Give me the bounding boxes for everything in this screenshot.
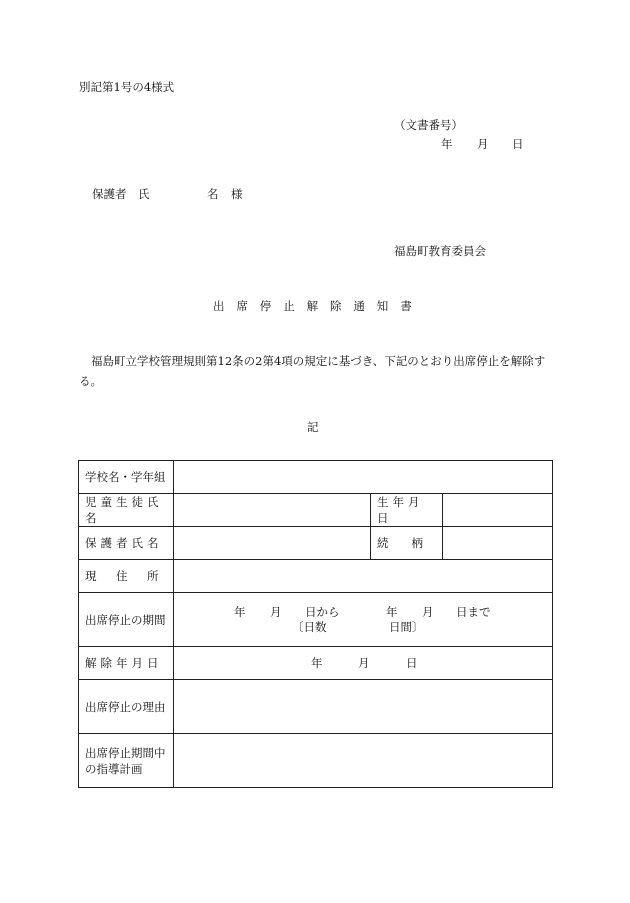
ki-heading: 記 — [307, 420, 319, 434]
period-value[interactable] — [174, 593, 553, 647]
table-row — [79, 461, 553, 494]
release-year: 年 — [311, 656, 323, 670]
release-month: 月 — [358, 656, 370, 670]
guidance-label — [79, 734, 174, 788]
guardian-name-label: 保護者氏名 — [79, 527, 174, 560]
period-days-open: 〔日数 — [292, 620, 327, 634]
period-to-year: 年 — [386, 605, 398, 619]
release-day: 日 — [406, 656, 418, 670]
table-row — [79, 647, 553, 680]
document-title: 出 席 停 止 解 除 通 知 書 — [213, 299, 412, 313]
addressee-name: 名 — [207, 187, 219, 201]
date-day: 日 — [512, 137, 524, 151]
release-date-value[interactable] — [174, 647, 553, 680]
period-from-year: 年 — [234, 605, 246, 619]
document-number: （文書番号） — [394, 118, 463, 132]
student-name-value[interactable] — [174, 494, 371, 527]
period-from-day: 日から — [305, 605, 340, 619]
date-year: 年 — [441, 137, 453, 151]
birthdate-value[interactable] — [443, 494, 553, 527]
table-row — [79, 560, 553, 593]
addressee-role: 保護者 氏 — [92, 187, 150, 201]
release-date-label: 解除年月日 — [79, 647, 174, 680]
relation-label: 続 柄 — [371, 527, 443, 560]
period-days-close: 日間〕 — [389, 620, 424, 634]
school-label: 学校名・学年組 — [79, 461, 174, 494]
guidance-label-line2: の指導計画 — [85, 761, 143, 776]
period-to-month: 月 — [422, 605, 434, 619]
table-row — [79, 494, 553, 527]
reason-value[interactable] — [174, 680, 553, 734]
body-text: 福島町立学校管理規則第12条の2第4項の規定に基づき、下記のとおり出席停止を解除する。 — [79, 354, 546, 388]
period-from-month: 月 — [270, 605, 282, 619]
school-value[interactable] — [174, 461, 553, 494]
address-label: 現 住 所 — [79, 560, 174, 593]
table-row — [79, 593, 553, 647]
period-to-day: 日まで — [456, 605, 491, 619]
issuer: 福島町教育委員会 — [394, 244, 486, 258]
form-number-label: 別記第1号の4様式 — [79, 80, 175, 94]
date-month: 月 — [477, 137, 489, 151]
reason-label: 出席停止の理由 — [79, 680, 174, 734]
table-row — [79, 527, 553, 560]
address-value[interactable] — [174, 560, 553, 593]
notice-form-table — [78, 460, 553, 788]
relation-value[interactable] — [443, 527, 553, 560]
birthdate-label: 生年月日 — [371, 494, 443, 527]
guardian-name-value[interactable] — [174, 527, 371, 560]
guidance-value[interactable] — [174, 734, 553, 788]
table-row — [79, 680, 553, 734]
period-label: 出席停止の期間 — [79, 593, 174, 647]
guidance-label-line1: 出席停止期間中 — [85, 745, 166, 760]
table-row — [79, 734, 553, 788]
addressee-honorific: 様 — [231, 187, 243, 201]
student-name-label: 児童生徒氏名 — [79, 494, 174, 527]
